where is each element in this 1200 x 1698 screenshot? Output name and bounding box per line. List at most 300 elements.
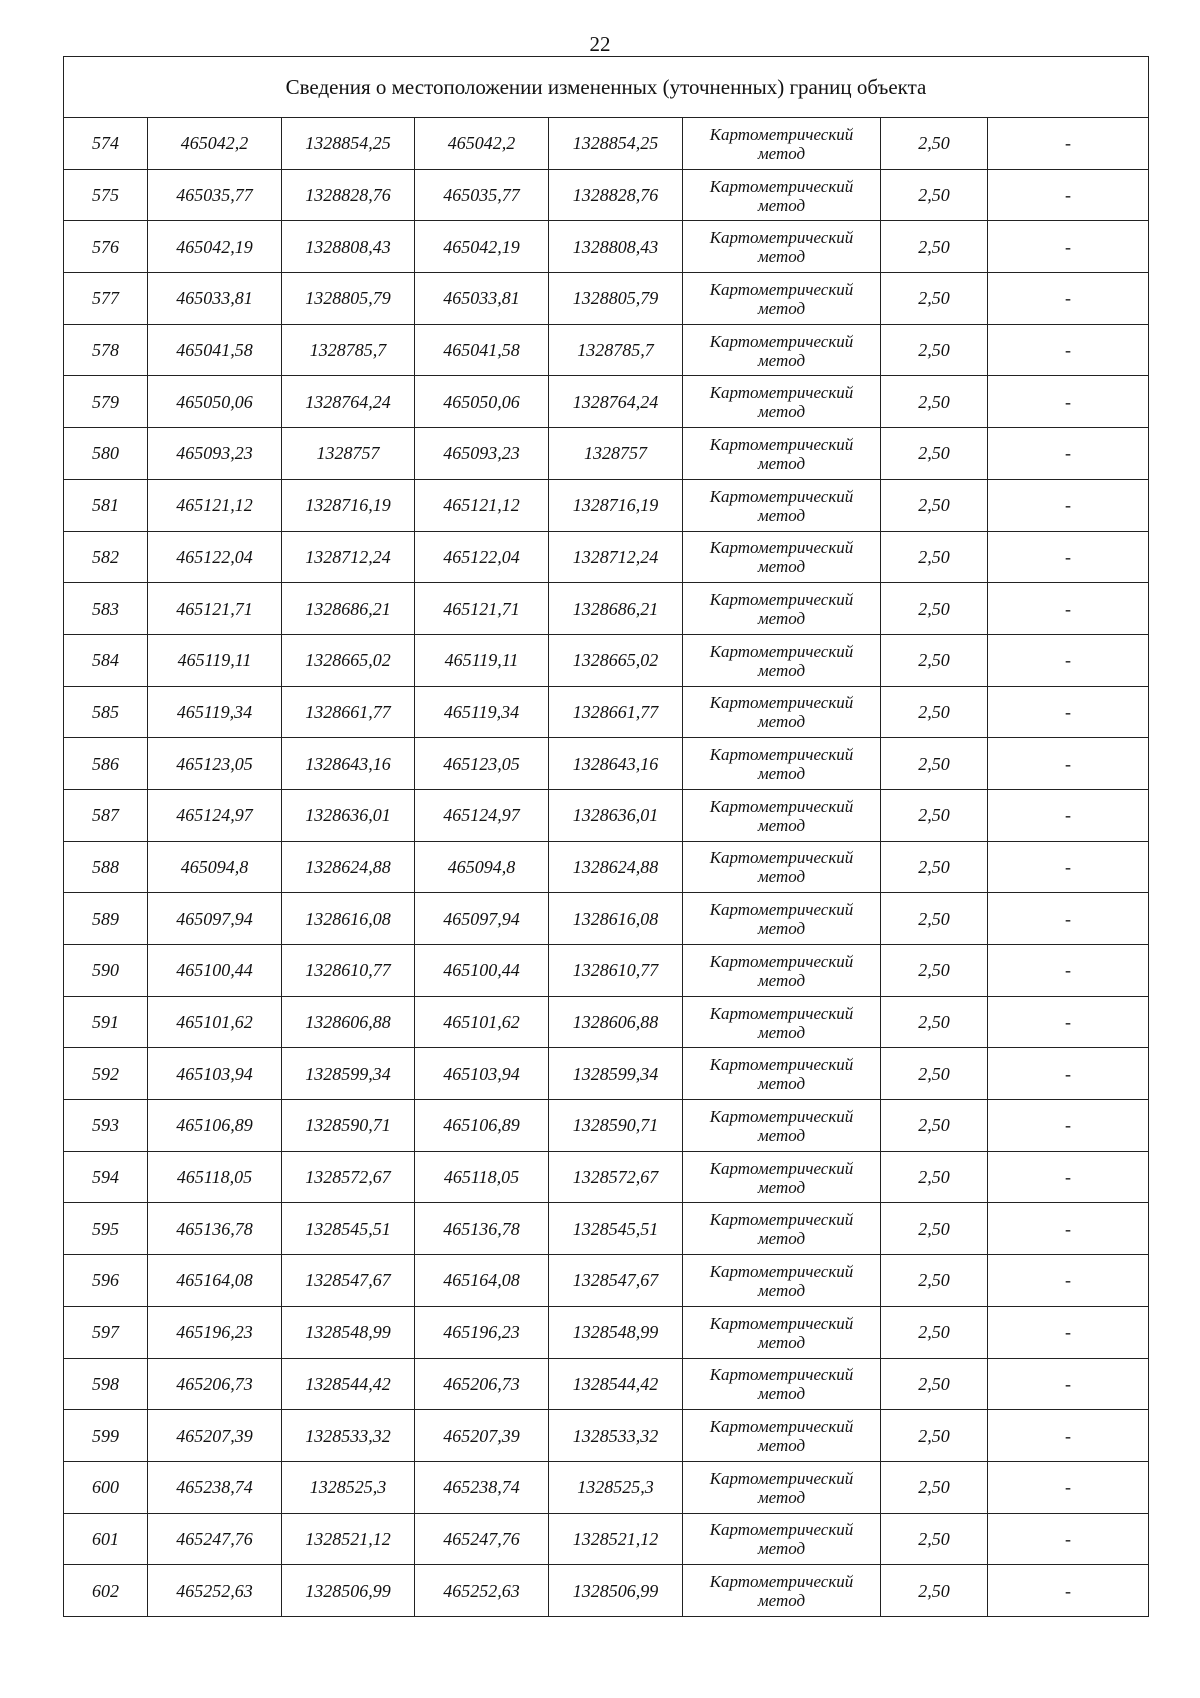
y-new-cell: 1328547,67 [549, 1255, 683, 1307]
y-existing-cell: 1328808,43 [282, 221, 415, 273]
table-row [64, 738, 1149, 790]
x-existing-cell: 465033,81 [148, 273, 282, 325]
accuracy-cell: 2,50 [881, 376, 988, 428]
x-new-cell: 465094,8 [415, 841, 549, 893]
method-line2: метод [757, 867, 806, 887]
method-cell [683, 893, 881, 945]
y-new-cell: 1328854,25 [549, 118, 683, 170]
y-existing-cell: 1328805,79 [282, 273, 415, 325]
x-new-cell: 465121,12 [415, 479, 549, 531]
x-existing-cell: 465119,34 [148, 686, 282, 738]
description-cell: - [988, 1203, 1149, 1255]
method-line2: метод [757, 1125, 806, 1145]
x-new-cell: 465101,62 [415, 996, 549, 1048]
method-line2: метод [757, 660, 806, 680]
accuracy-cell: 2,50 [881, 221, 988, 273]
table-row [64, 686, 1149, 738]
method-line1: Картометрический [709, 279, 854, 299]
table-title: Сведения о местоположении измененных (уточненных) границ объекта [64, 57, 1149, 118]
point-number-cell: 587 [64, 789, 148, 841]
method-line2: метод [757, 1487, 806, 1507]
method-cell [683, 221, 881, 273]
point-number-cell: 589 [64, 893, 148, 945]
method-line2: метод [757, 143, 806, 163]
y-new-cell: 1328716,19 [549, 479, 683, 531]
x-new-cell: 465119,34 [415, 686, 549, 738]
x-new-cell: 465118,05 [415, 1151, 549, 1203]
description-cell: - [988, 273, 1149, 325]
description-cell: - [988, 531, 1149, 583]
description-cell: - [988, 1461, 1149, 1513]
method-line2: метод [757, 764, 806, 784]
x-new-cell: 465196,23 [415, 1306, 549, 1358]
accuracy-cell: 2,50 [881, 273, 988, 325]
description-cell: - [988, 479, 1149, 531]
description-cell: - [988, 996, 1149, 1048]
point-number-cell: 592 [64, 1048, 148, 1100]
point-number-cell: 581 [64, 479, 148, 531]
method-cell [683, 428, 881, 480]
table-row [64, 1410, 1149, 1462]
accuracy-cell: 2,50 [881, 1100, 988, 1152]
table-row [64, 789, 1149, 841]
y-new-cell: 1328548,99 [549, 1306, 683, 1358]
x-existing-cell: 465100,44 [148, 945, 282, 997]
point-number-cell: 597 [64, 1306, 148, 1358]
table-row [64, 118, 1149, 170]
method-line1: Картометрический [709, 796, 854, 816]
x-new-cell: 465035,77 [415, 169, 549, 221]
accuracy-cell: 2,50 [881, 634, 988, 686]
description-cell: - [988, 1100, 1149, 1152]
method-line2: метод [757, 557, 806, 577]
accuracy-cell: 2,50 [881, 428, 988, 480]
x-new-cell: 465123,05 [415, 738, 549, 790]
y-new-cell: 1328599,34 [549, 1048, 683, 1100]
point-number-cell: 600 [64, 1461, 148, 1513]
x-existing-cell: 465041,58 [148, 324, 282, 376]
accuracy-cell: 2,50 [881, 1151, 988, 1203]
accuracy-cell: 2,50 [881, 996, 988, 1048]
method-cell [683, 118, 881, 170]
x-existing-cell: 465106,89 [148, 1100, 282, 1152]
point-number-cell: 594 [64, 1151, 148, 1203]
method-line1: Картометрический [709, 1520, 854, 1540]
method-line1: Картометрический [709, 1572, 854, 1592]
table-row [64, 1565, 1149, 1617]
method-line1: Картометрический [709, 383, 854, 403]
x-existing-cell: 465094,8 [148, 841, 282, 893]
x-existing-cell: 465121,71 [148, 583, 282, 635]
y-new-cell: 1328544,42 [549, 1358, 683, 1410]
method-cell [683, 841, 881, 893]
y-existing-cell: 1328643,16 [282, 738, 415, 790]
method-cell [683, 169, 881, 221]
y-new-cell: 1328525,3 [549, 1461, 683, 1513]
x-existing-cell: 465238,74 [148, 1461, 282, 1513]
point-number-cell: 595 [64, 1203, 148, 1255]
x-existing-cell: 465123,05 [148, 738, 282, 790]
x-new-cell: 465106,89 [415, 1100, 549, 1152]
point-number-cell: 601 [64, 1513, 148, 1565]
y-new-cell: 1328521,12 [549, 1513, 683, 1565]
description-cell: - [988, 1513, 1149, 1565]
accuracy-cell: 2,50 [881, 1048, 988, 1100]
boundary-coordinates-table [63, 56, 1149, 1617]
method-line2: метод [757, 247, 806, 267]
description-cell: - [988, 738, 1149, 790]
x-new-cell: 465207,39 [415, 1410, 549, 1462]
x-new-cell: 465042,2 [415, 118, 549, 170]
description-cell: - [988, 118, 1149, 170]
method-cell [683, 324, 881, 376]
method-line1: Картометрический [709, 1261, 854, 1281]
x-new-cell: 465164,08 [415, 1255, 549, 1307]
y-existing-cell: 1328716,19 [282, 479, 415, 531]
y-existing-cell: 1328606,88 [282, 996, 415, 1048]
description-cell: - [988, 789, 1149, 841]
method-cell [683, 1151, 881, 1203]
method-line2: метод [757, 609, 806, 629]
accuracy-cell: 2,50 [881, 169, 988, 221]
y-existing-cell: 1328616,08 [282, 893, 415, 945]
description-cell: - [988, 686, 1149, 738]
y-existing-cell: 1328757 [282, 428, 415, 480]
point-number-cell: 596 [64, 1255, 148, 1307]
method-line1: Картометрический [709, 1468, 854, 1488]
description-cell: - [988, 945, 1149, 997]
accuracy-cell: 2,50 [881, 583, 988, 635]
table-row [64, 945, 1149, 997]
description-cell: - [988, 1565, 1149, 1617]
y-existing-cell: 1328686,21 [282, 583, 415, 635]
x-new-cell: 465136,78 [415, 1203, 549, 1255]
table-row [64, 531, 1149, 583]
y-existing-cell: 1328525,3 [282, 1461, 415, 1513]
y-existing-cell: 1328545,51 [282, 1203, 415, 1255]
description-cell: - [988, 376, 1149, 428]
point-number-cell: 577 [64, 273, 148, 325]
point-number-cell: 582 [64, 531, 148, 583]
table-row [64, 841, 1149, 893]
x-existing-cell: 465247,76 [148, 1513, 282, 1565]
table-row [64, 1358, 1149, 1410]
table-row [64, 376, 1149, 428]
y-new-cell: 1328757 [549, 428, 683, 480]
y-new-cell: 1328665,02 [549, 634, 683, 686]
method-line2: метод [757, 1539, 806, 1559]
point-number-cell: 580 [64, 428, 148, 480]
x-existing-cell: 465035,77 [148, 169, 282, 221]
method-cell [683, 738, 881, 790]
point-number-cell: 575 [64, 169, 148, 221]
y-new-cell: 1328661,77 [549, 686, 683, 738]
y-new-cell: 1328785,7 [549, 324, 683, 376]
method-cell [683, 996, 881, 1048]
x-new-cell: 465238,74 [415, 1461, 549, 1513]
accuracy-cell: 2,50 [881, 324, 988, 376]
table-row [64, 893, 1149, 945]
method-line1: Картометрический [709, 590, 854, 610]
x-existing-cell: 465207,39 [148, 1410, 282, 1462]
method-line1: Картометрический [709, 900, 854, 920]
point-number-cell: 598 [64, 1358, 148, 1410]
table-row [64, 324, 1149, 376]
y-existing-cell: 1328712,24 [282, 531, 415, 583]
method-line1: Картометрический [709, 1003, 854, 1023]
y-existing-cell: 1328599,34 [282, 1048, 415, 1100]
x-existing-cell: 465097,94 [148, 893, 282, 945]
x-existing-cell: 465206,73 [148, 1358, 282, 1410]
x-existing-cell: 465164,08 [148, 1255, 282, 1307]
y-existing-cell: 1328828,76 [282, 169, 415, 221]
y-new-cell: 1328545,51 [549, 1203, 683, 1255]
method-line2: метод [757, 1229, 806, 1249]
description-cell: - [988, 1306, 1149, 1358]
method-cell [683, 1513, 881, 1565]
y-new-cell: 1328506,99 [549, 1565, 683, 1617]
page-number: 22 [589, 32, 611, 56]
method-line2: метод [757, 195, 806, 215]
table-row [64, 996, 1149, 1048]
accuracy-cell: 2,50 [881, 893, 988, 945]
method-cell [683, 789, 881, 841]
method-line2: метод [757, 1177, 806, 1197]
method-line2: метод [757, 505, 806, 525]
method-line2: метод [757, 970, 806, 990]
point-number-cell: 585 [64, 686, 148, 738]
y-new-cell: 1328572,67 [549, 1151, 683, 1203]
method-cell [683, 945, 881, 997]
x-existing-cell: 465103,94 [148, 1048, 282, 1100]
description-cell: - [988, 169, 1149, 221]
description-cell: - [988, 1410, 1149, 1462]
method-line2: метод [757, 402, 806, 422]
x-new-cell: 465121,71 [415, 583, 549, 635]
method-cell [683, 531, 881, 583]
description-cell: - [988, 893, 1149, 945]
point-number-cell: 602 [64, 1565, 148, 1617]
method-cell [683, 1410, 881, 1462]
method-line1: Картометрический [709, 176, 854, 196]
y-existing-cell: 1328665,02 [282, 634, 415, 686]
x-existing-cell: 465042,2 [148, 118, 282, 170]
x-new-cell: 465124,97 [415, 789, 549, 841]
method-line1: Картометрический [709, 1055, 854, 1075]
y-existing-cell: 1328506,99 [282, 1565, 415, 1617]
y-existing-cell: 1328854,25 [282, 118, 415, 170]
method-line2: метод [757, 1280, 806, 1300]
x-new-cell: 465100,44 [415, 945, 549, 997]
x-new-cell: 465042,19 [415, 221, 549, 273]
accuracy-cell: 2,50 [881, 1565, 988, 1617]
method-line2: метод [757, 453, 806, 473]
method-cell [683, 273, 881, 325]
table-row [64, 1100, 1149, 1152]
table-row [64, 1461, 1149, 1513]
accuracy-cell: 2,50 [881, 789, 988, 841]
description-cell: - [988, 1151, 1149, 1203]
accuracy-cell: 2,50 [881, 945, 988, 997]
method-cell [683, 1306, 881, 1358]
method-line1: Картометрический [709, 228, 854, 248]
x-new-cell: 465247,76 [415, 1513, 549, 1565]
accuracy-cell: 2,50 [881, 1461, 988, 1513]
method-cell [683, 1461, 881, 1513]
method-line1: Картометрический [709, 1210, 854, 1230]
table-row [64, 1151, 1149, 1203]
description-cell: - [988, 1255, 1149, 1307]
y-new-cell: 1328643,16 [549, 738, 683, 790]
x-new-cell: 465041,58 [415, 324, 549, 376]
method-line2: метод [757, 1384, 806, 1404]
y-new-cell: 1328764,24 [549, 376, 683, 428]
accuracy-cell: 2,50 [881, 1513, 988, 1565]
table-row [64, 1306, 1149, 1358]
table-header-row [64, 57, 1149, 118]
point-number-cell: 590 [64, 945, 148, 997]
x-existing-cell: 465124,97 [148, 789, 282, 841]
point-number-cell: 591 [64, 996, 148, 1048]
x-existing-cell: 465121,12 [148, 479, 282, 531]
description-cell: - [988, 1048, 1149, 1100]
method-line1: Картометрический [709, 848, 854, 868]
description-cell: - [988, 428, 1149, 480]
accuracy-cell: 2,50 [881, 479, 988, 531]
method-cell [683, 376, 881, 428]
x-new-cell: 465050,06 [415, 376, 549, 428]
method-line1: Картометрический [709, 124, 854, 144]
description-cell: - [988, 1358, 1149, 1410]
table-body [64, 57, 1149, 1617]
table-row [64, 1255, 1149, 1307]
method-cell [683, 1358, 881, 1410]
y-new-cell: 1328590,71 [549, 1100, 683, 1152]
method-line1: Картометрический [709, 434, 854, 454]
y-new-cell: 1328712,24 [549, 531, 683, 583]
y-existing-cell: 1328521,12 [282, 1513, 415, 1565]
point-number-cell: 574 [64, 118, 148, 170]
x-new-cell: 465119,11 [415, 634, 549, 686]
description-cell: - [988, 324, 1149, 376]
accuracy-cell: 2,50 [881, 1410, 988, 1462]
point-number-cell: 576 [64, 221, 148, 273]
description-cell: - [988, 634, 1149, 686]
y-existing-cell: 1328661,77 [282, 686, 415, 738]
method-line1: Картометрический [709, 486, 854, 506]
x-existing-cell: 465093,23 [148, 428, 282, 480]
x-existing-cell: 465042,19 [148, 221, 282, 273]
method-cell [683, 1565, 881, 1617]
method-line1: Картометрический [709, 1106, 854, 1126]
table-row [64, 583, 1149, 635]
x-existing-cell: 465050,06 [148, 376, 282, 428]
method-line1: Картометрический [709, 1365, 854, 1385]
x-new-cell: 465252,63 [415, 1565, 549, 1617]
x-existing-cell: 465122,04 [148, 531, 282, 583]
accuracy-cell: 2,50 [881, 531, 988, 583]
y-existing-cell: 1328636,01 [282, 789, 415, 841]
method-line2: метод [757, 1022, 806, 1042]
method-line1: Картометрический [709, 331, 854, 351]
y-new-cell: 1328805,79 [549, 273, 683, 325]
x-new-cell: 465206,73 [415, 1358, 549, 1410]
x-existing-cell: 465118,05 [148, 1151, 282, 1203]
method-cell [683, 1203, 881, 1255]
method-cell [683, 1255, 881, 1307]
accuracy-cell: 2,50 [881, 841, 988, 893]
point-number-cell: 593 [64, 1100, 148, 1152]
method-line2: метод [757, 298, 806, 318]
method-cell [683, 1100, 881, 1152]
accuracy-cell: 2,50 [881, 1306, 988, 1358]
table-row [64, 273, 1149, 325]
accuracy-cell: 2,50 [881, 686, 988, 738]
accuracy-cell: 2,50 [881, 1255, 988, 1307]
method-line2: метод [757, 815, 806, 835]
accuracy-cell: 2,50 [881, 738, 988, 790]
y-existing-cell: 1328624,88 [282, 841, 415, 893]
y-new-cell: 1328606,88 [549, 996, 683, 1048]
x-existing-cell: 465136,78 [148, 1203, 282, 1255]
method-cell [683, 1048, 881, 1100]
method-cell [683, 479, 881, 531]
method-cell [683, 634, 881, 686]
y-new-cell: 1328610,77 [549, 945, 683, 997]
y-new-cell: 1328616,08 [549, 893, 683, 945]
method-line1: Картометрический [709, 1158, 854, 1178]
x-new-cell: 465033,81 [415, 273, 549, 325]
point-number-cell: 583 [64, 583, 148, 635]
table-row [64, 479, 1149, 531]
y-new-cell: 1328828,76 [549, 169, 683, 221]
table-row [64, 169, 1149, 221]
method-line2: метод [757, 1074, 806, 1094]
table-row [64, 634, 1149, 686]
table-row [64, 221, 1149, 273]
y-existing-cell: 1328610,77 [282, 945, 415, 997]
table-row [64, 428, 1149, 480]
method-cell [683, 686, 881, 738]
method-line2: метод [757, 1332, 806, 1352]
x-existing-cell: 465196,23 [148, 1306, 282, 1358]
y-existing-cell: 1328548,99 [282, 1306, 415, 1358]
y-existing-cell: 1328785,7 [282, 324, 415, 376]
method-line1: Картометрический [709, 951, 854, 971]
method-line2: метод [757, 919, 806, 939]
y-new-cell: 1328686,21 [549, 583, 683, 635]
x-new-cell: 465122,04 [415, 531, 549, 583]
y-new-cell: 1328808,43 [549, 221, 683, 273]
method-line1: Картометрический [709, 745, 854, 765]
y-existing-cell: 1328572,67 [282, 1151, 415, 1203]
method-cell [683, 583, 881, 635]
method-line2: метод [757, 350, 806, 370]
point-number-cell: 599 [64, 1410, 148, 1462]
description-cell: - [988, 583, 1149, 635]
description-cell: - [988, 841, 1149, 893]
table-row [64, 1048, 1149, 1100]
point-number-cell: 584 [64, 634, 148, 686]
accuracy-cell: 2,50 [881, 118, 988, 170]
table-row [64, 1203, 1149, 1255]
x-new-cell: 465097,94 [415, 893, 549, 945]
x-existing-cell: 465252,63 [148, 1565, 282, 1617]
point-number-cell: 579 [64, 376, 148, 428]
x-new-cell: 465093,23 [415, 428, 549, 480]
x-existing-cell: 465101,62 [148, 996, 282, 1048]
y-new-cell: 1328624,88 [549, 841, 683, 893]
